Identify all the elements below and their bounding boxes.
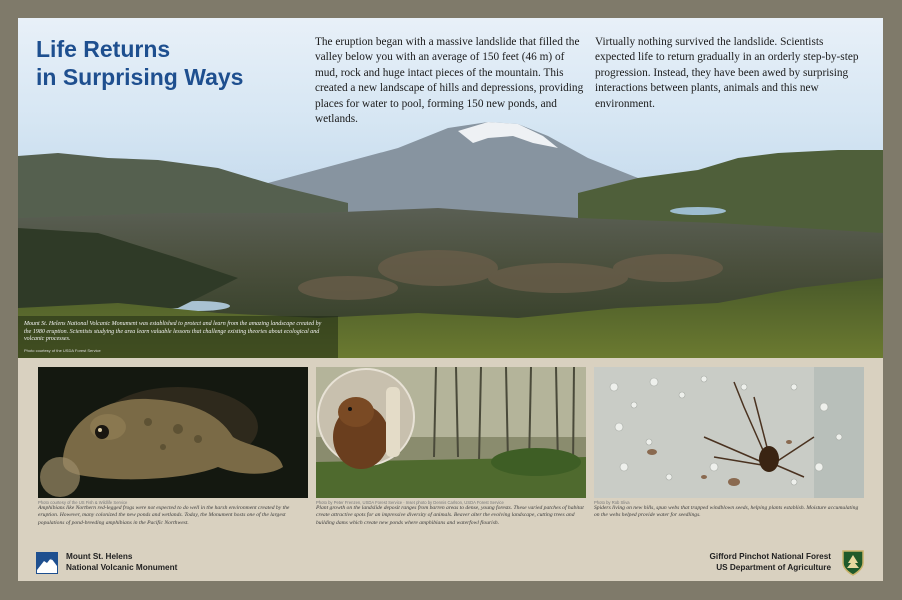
frog-caption: Amphibians like Northern red-legged frogs were not expected to do well in the harsh environment created by the eruption. However, many colonized the new ponds and wetlands. Today, the Monument hosts one of the largest populations of pond-breeding amphibians in the Pacific Northwest. xyxy=(38,505,290,526)
monument-logo-icon xyxy=(36,552,58,574)
forest-beaver-photo xyxy=(316,367,586,498)
lake xyxy=(670,207,726,215)
forest-agency-name xyxy=(710,552,831,573)
monument-name xyxy=(66,552,177,573)
intro-paragraph-1: The eruption began with a massive landslide that filled the valley below you with an average of 150 feet (46 m) of mud, rock and huge intact pieces of the mountain. This created a new landscape of hills and depressions, providing places for water to pool, forming 150 new ponds, and wetlands. xyxy=(315,36,584,126)
agency-line-2: US Department of Agriculture xyxy=(716,562,831,572)
title-line-1: Life Returns xyxy=(36,36,171,62)
spider-photo-credit: Photo by Rob Sliva xyxy=(594,500,630,505)
monument-name-line-2: National Volcanic Monument xyxy=(66,562,178,572)
frog-photo xyxy=(38,367,308,498)
frog-photo-credit: Photo courtesy of the US Fish & Wildlife Service xyxy=(38,500,128,505)
title-line-2: in Surprising Ways xyxy=(36,64,244,90)
agency-line-1: Gifford Pinchot National Forest xyxy=(709,552,831,561)
footer xyxy=(18,545,883,581)
forest-photo-credit: Photo by Peter Frenzen, USDA Forest Service · Inset photo by Dennis Carlson, USDA Forest Service xyxy=(316,500,504,505)
page-title xyxy=(36,35,243,91)
frog-eye xyxy=(95,425,109,439)
forest-caption: Plant growth on the landslide deposit ranges from barren areas to dense, young forests. These varied patches of habitat create attractive spots for an impressive diversity of animals. Beaver alter the evolving landscape, cutting trees and building dams which create new ponds where amphibians and waterfowl flourish. xyxy=(316,505,584,526)
intro-paragraph-2: Virtually nothing survived the landslide. Scientists expected life to return gradually in an orderly step-by-step progression. Instead, they have been awed by surprising interactions between plants, animals and this new environment. xyxy=(595,36,859,110)
main-photo-caption: Mount St. Helens National Volcanic Monument was established to protect and learn from the amazing landscape created by the 1980 eruption. Scientists studying the area learn valuable lessons that challenge existing theories about ecological and volcanic processes. xyxy=(24,321,322,342)
main-photo-credit: Photo courtesy of the USDA Forest Service xyxy=(24,348,101,353)
spider-caption: Spiders living on new hills, spun webs that trapped windblown seeds, helping plants establish. Moisture accumulating on the webs helped provide water for seedlings. xyxy=(594,505,859,519)
sign-panel xyxy=(18,18,883,581)
spider-web-photo xyxy=(594,367,864,498)
forest-service-shield-icon xyxy=(841,549,865,577)
monument-name-line-1: Mount St. Helens xyxy=(66,552,133,561)
